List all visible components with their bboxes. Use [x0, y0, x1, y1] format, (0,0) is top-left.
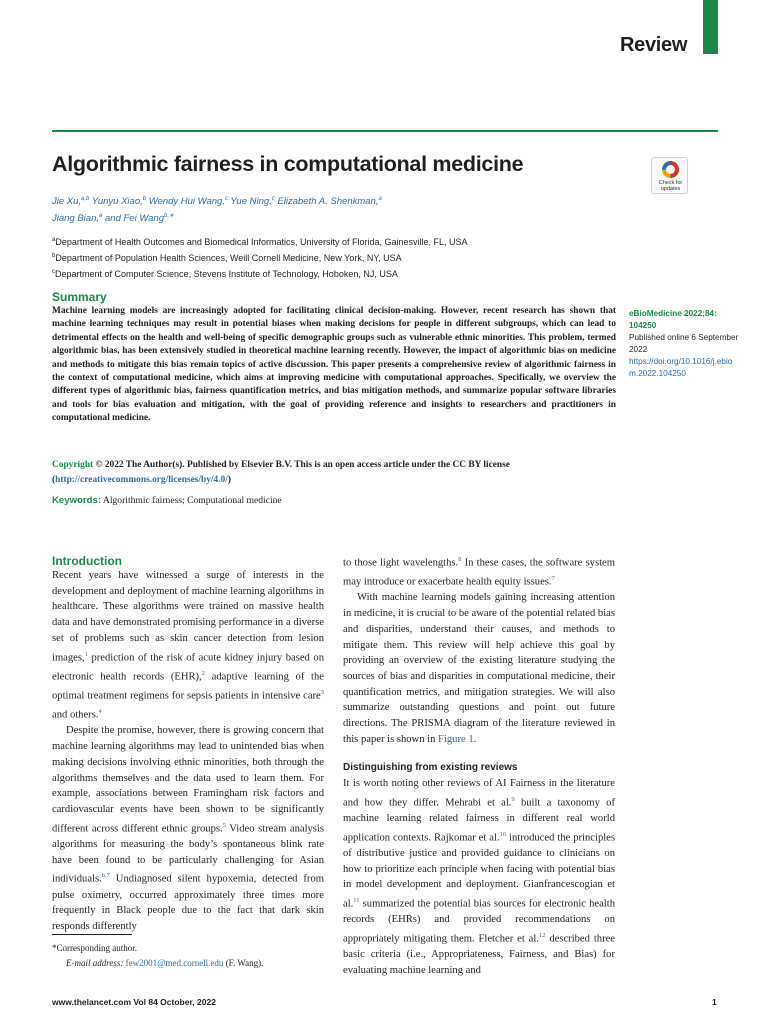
body-paragraph: It is worth noting other reviews of AI Fairness in the literature and how they differ. Mehrabi et al.$^9$ built a taxonomy of machine learning related fairness in different real world application contexts. Rajkomar et al.$^{10}$ introduced the principles of distributive justice and provided guidance to clinicians on how to prioritize each principle when facing with potential bias in model development and deployment. Gianfrancescogian et al.$^{11}$ summarized the potential bias sources for electronic health records (EHRs) and provided recommendations on appropriately mitigating them. Fletcher et al.$^{12}$ described three basic criteria (i.e., Appropriateness, Fairness, and Bias) for evaluating machine learning and: [343, 778, 616, 977]
introduction-heading: Introduction: [52, 554, 122, 568]
article-title: Algorithmic fairness in computational medicine: [52, 152, 524, 176]
corresponding-author-note: *Corresponding author.: [52, 943, 137, 953]
doi-link[interactable]: https://doi.org/10.1016/j.ebiom.2022.104250: [629, 357, 733, 378]
citation-link[interactable]: 7: [551, 575, 555, 583]
affiliation: $^c$Department of Computer Science, Stevens Institute of Technology, Hoboken, NJ, USA: [52, 268, 398, 279]
check-updates-label: Check for updates: [658, 180, 683, 192]
citation-link[interactable]: 11: [353, 897, 360, 905]
citation-link[interactable]: 9: [511, 795, 515, 803]
email-line: E-mail address: few2001@med.cornell.edu (F. Wang).: [66, 958, 264, 968]
citation-link[interactable]: 12: [538, 932, 546, 940]
citation-link[interactable]: 6,7: [101, 872, 110, 880]
published-date: Published online 6 September 2022: [629, 333, 739, 354]
author-name[interactable]: Yue Ning,: [230, 196, 272, 208]
affiliations: [52, 234, 468, 281]
citation-link[interactable]: 5: [222, 821, 226, 829]
author-name[interactable]: Elizabeth A. Shenkman,: [277, 196, 379, 208]
figure-link[interactable]: Figure 1: [438, 733, 474, 745]
author-list: Jie Xu,$^{a,b}$ Yunyu Xiao,$^b$ Wendy Hui Wang,$^c$ Yue Ning,$^c$ Elizabeth A. Shenkman,$^a$ Jiang Bian,$^a$ and Fei Wang$^{b,∗}$: [52, 196, 382, 225]
header-rule: [52, 130, 718, 132]
summary-heading: Summary: [52, 290, 107, 304]
body-column-left: [52, 568, 324, 935]
page-number: 1: [712, 997, 717, 1007]
journal-citation: eBioMedicine 2022;84: 104250: [629, 309, 717, 330]
body-paragraph: to those light wavelengths.$^8$ In these cases, the software system may introduce or exacerbate health equity issues.$^7$: [343, 556, 615, 588]
author-name[interactable]: and Fei Wang: [105, 213, 164, 225]
author-name[interactable]: Wendy Hui Wang,: [148, 196, 225, 208]
body-column-right: [343, 552, 615, 979]
keywords: [52, 495, 282, 506]
affiliation: $^a$Department of Health Outcomes and Biomedical Informatics, University of Florida, Gainesville, FL, USA: [52, 237, 468, 247]
affiliation: $^b$Department of Population Health Sciences, Weill Cornell Medicine, New York, NY, USA: [52, 252, 402, 263]
body-paragraph: With machine learning models gaining increasing attention in medicine, it is crucial to be aware of the potential related bias and disparities, understand their causes, and methods to mitigate them. This review will help achieve this goal by providing an overview of the existing literature studying the sources of bias and disparities in computational medicine, their quantification metrics, and mitigation strategies. We will also summarize outstanding questions and point out future directions. The PRISMA diagram of the literature reviewed in this paper is shown in Figure 1.: [343, 592, 615, 745]
citation-link[interactable]: 10: [499, 830, 507, 838]
citation-link[interactable]: 8: [458, 556, 462, 563]
section-label: Review: [620, 34, 688, 56]
body-paragraph: Despite the promise, however, there is growing concern that machine learning algorithms may lead to unintended bias when making decisions involving ethnic minorities, both through the algorithms themselves and the data used to learn them. For example, associations between Framingham risk factors and cardiovascular events have been shown to be significantly different across different ethnic groups.$^5$ Video stream analysis algorithms for measuring the body’s spontaneous blink rate have been found to be particularly challenging for Asian individuals.$^{6,7}$ Undiagnosed silent hypoxemia, detected from pulse oximetry, occurred approximately three times more frequently in Black people due to the fact that dark skin responds differently: [52, 725, 324, 932]
citation-link[interactable]: 1: [84, 650, 88, 658]
citation-link[interactable]: 3: [320, 688, 324, 696]
footnote: [52, 941, 332, 971]
section-color-tab: [703, 0, 718, 54]
summary-text: Machine learning models are increasingly adopted for facilitating clinical decision-making. However, recent research has shown that machine learning techniques may result in potential biases when making decisions for people in different subgroups, which can lead to detrimental effects on the health and well-being of specific demographic groups such as vulnerable ethnic minorities. This problem, termed algorithmic bias, has been extensively studied in theoretical machine learning recently. However, the impact of algorithmic bias on medicine and methods to mitigate this bias remain topics of active discussion. This paper presents a comprehensive review of algorithmic fairness in the context of computational medicine, which aims at improving medicine with computational approaches. Specifically, we overview the different types of algorithmic bias, fairness quantification metrics, and bias mitigation methods, and summarize popular software libraries and tools for bias evaluation and mitigation, with the goal of providing reference and insights to researchers and practitioners in computational medicine.: [52, 306, 616, 424]
email-link[interactable]: few2001@med.cornell.edu: [125, 958, 224, 968]
article-metadata: [629, 308, 739, 380]
journal-footer: www.thelancet.com Vol 84 October, 2022: [52, 997, 216, 1007]
check-for-updates-badge[interactable]: [651, 157, 688, 194]
citation-link[interactable]: 2: [201, 669, 205, 677]
body-paragraph: Recent years have witnessed a surge of interests in the development and deployment of machine learning algorithms in healthcare. These algorithms were trained on massive health data and have demonstrated promising performance in a diverse set of problems such as skin cancer detection from lesion images,$^1$ prediction of the risk of acute kidney injury based on electronic health records (EHR),$^2$ adaptive learning of the optimal treatment regimens for sepsis patients in intensive care$^3$ and others.$^4$: [52, 570, 324, 721]
author-name[interactable]: Yunyu Xiao,: [91, 196, 143, 208]
author-name[interactable]: Jie Xu,: [52, 196, 82, 208]
author-name[interactable]: Jiang Bian,: [52, 213, 100, 225]
keywords-text: Algorithmic fairness; Computational medicine: [101, 495, 282, 506]
subsection-heading: Distinguishing from existing reviews: [343, 761, 518, 773]
copyright-notice: Copyright © 2022 The Author(s). Published by Elsevier B.V. This is an open access article under the CC BY license (http://creativecommons.org/licenses/by/4.0/): [52, 460, 510, 485]
copyright-label: Copyright: [52, 460, 94, 470]
citation-link[interactable]: 4: [98, 708, 102, 716]
footnote-rule: [52, 934, 132, 935]
crossmark-icon: [662, 161, 679, 178]
keywords-label: Keywords:: [52, 495, 102, 506]
license-link[interactable]: http://creativecommons.org/licenses/by/4.0/: [55, 474, 228, 485]
